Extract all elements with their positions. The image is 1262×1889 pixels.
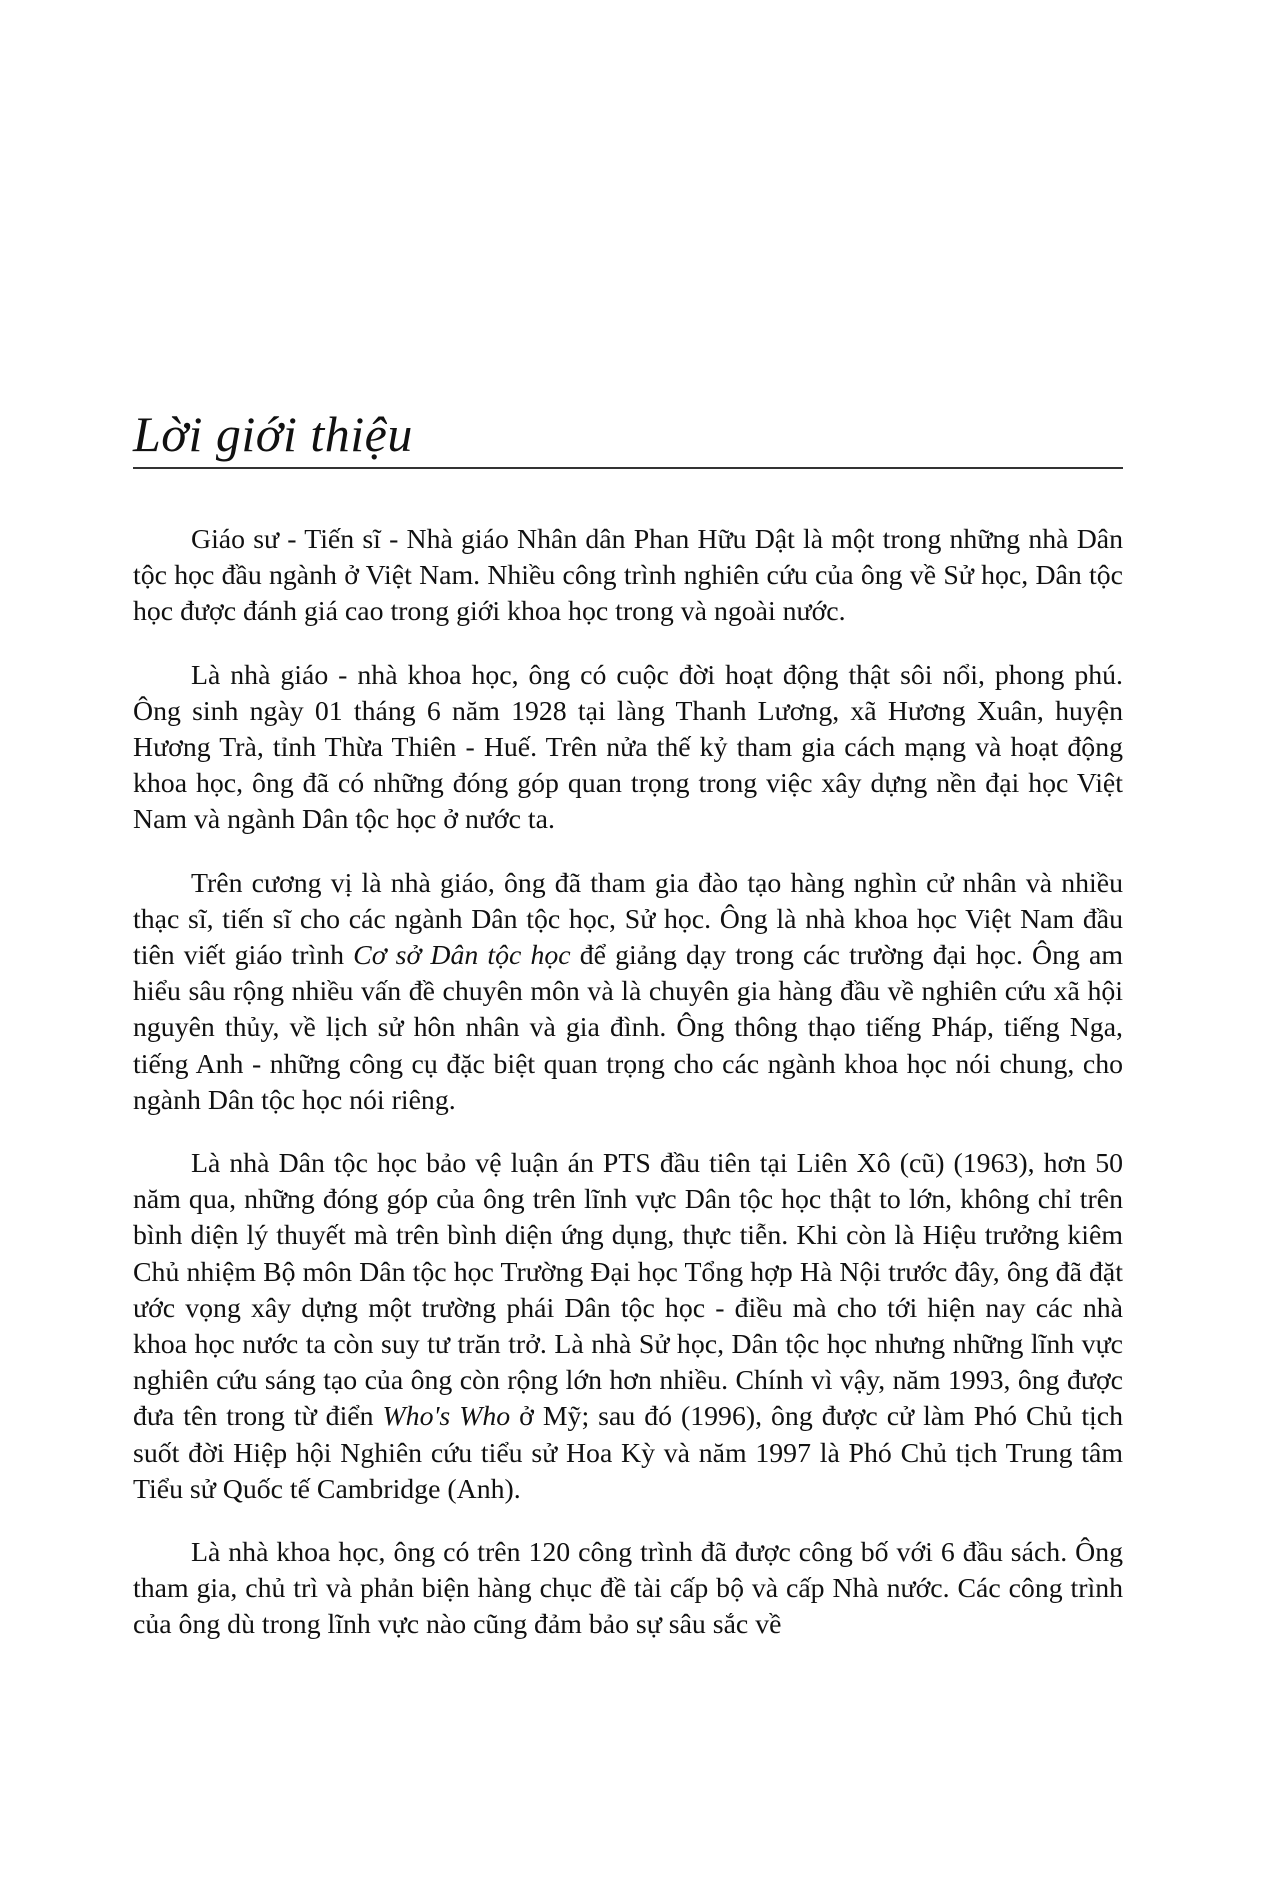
paragraph-1 [133,522,1123,631]
paragraph-text-after: ở Mỹ; sau đó (1996), ông được cử làm Phó Chủ tịch suốt đời Hiệp hội Nghiên cứu tiểu sử Hoa Kỳ và năm 1997 là Phó Chủ tịch Trung tâm Tiểu sử Quốc tế Cambridge (Anh). [133,1401,1123,1505]
paragraph-text: Là nhà giáo - nhà khoa học, ông có cuộc đời hoạt động thật sôi nổi, phong phú. Ông sinh ngày 01 tháng 6 năm 1928 tại làng Thanh Lương, xã Hương Xuân, huyện Hương Trà, tỉnh Thừa Thiên - Huế. Trên nửa thế kỷ tham gia cách mạng và hoạt động khoa học, ông đã có những đóng góp quan trọng trong việc xây dựng nền đại học Việt Nam và ngành Dân tộc học ở nước ta. [133,659,1123,836]
paragraph-text: Giáo sư - Tiến sĩ - Nhà giáo Nhân dân Phan Hữu Dật là một trong những nhà Dân tộc học đầu ngành ở Việt Nam. Nhiều công trình nghiên cứu của ông về Sử học, Dân tộc học được đánh giá cao trong giới khoa học trong và ngoài nước. [133,524,1123,628]
dictionary-title-italic: Who's Who [382,1401,511,1433]
paragraph-text-before: Trên cương vị là nhà giáo, ông đã tham gia đào tạo hàng nghìn cử nhân và nhiều thạc sĩ, tiến sĩ cho các ngành Dân tộc học, Sử học. Ông là nhà khoa học Việt Nam đầu tiên viết giáo trình [133,867,1123,972]
book-title-italic: Cơ sở Dân tộc học [353,940,571,972]
paragraph-5 [133,1535,1123,1644]
paragraph-text: Là nhà khoa học, ông có trên 120 công trình đã được công bố với 6 đầu sách. Ông tham gia, chủ trì và phản biện hàng chục đề tài cấp bộ và cấp Nhà nước. Các công trình của ông dù trong lĩnh vực nào cũng đảm bảo sự sâu sắc về [133,1537,1123,1641]
body-text [133,522,1123,1671]
paragraph-3 [133,866,1123,1119]
title-underline [133,467,1123,469]
paragraph-text-after: để giảng dạy trong các trường đại học. Ông am hiểu sâu rộng nhiều vấn đề chuyên môn và là chuyên gia hàng đầu về nghiên cứu xã hội nguyên thủy, về lịch sử hôn nhân và gia đình. Ông thông thạo tiếng Pháp, tiếng Nga, tiếng Anh - những công cụ đặc biệt quan trọng cho các ngành khoa học nói chung, cho ngành Dân tộc học nói riêng. [133,940,1123,1116]
page-title: Lời giới thiệu [133,406,413,462]
paragraph-2 [133,658,1123,839]
paragraph-text-before: Là nhà Dân tộc học bảo vệ luận án PTS đầu tiên tại Liên Xô (cũ) (1963), hơn 50 năm qua, những đóng góp của ông trên lĩnh vực Dân tộc học thật to lớn, không chỉ trên bình diện lý thuyết mà trên bình diện ứng dụng, thực tiễn. Khi còn là Hiệu trưởng kiêm Chủ nhiệm Bộ môn Dân tộc học Trường Đại học Tổng hợp Hà Nội trước đây, ông đã đặt ước vọng xây dựng một trường phái Dân tộc học - điều mà cho tới hiện nay các nhà khoa học nước ta còn suy tư trăn trở. Là nhà Sử học, Dân tộc học nhưng những lĩnh vực nghiên cứu sáng tạo của ông còn rộng lớn hơn nhiều. Chính vì vậy, năm 1993, ông được đưa tên trong từ điển [133,1148,1123,1433]
paragraph-4 [133,1146,1123,1508]
